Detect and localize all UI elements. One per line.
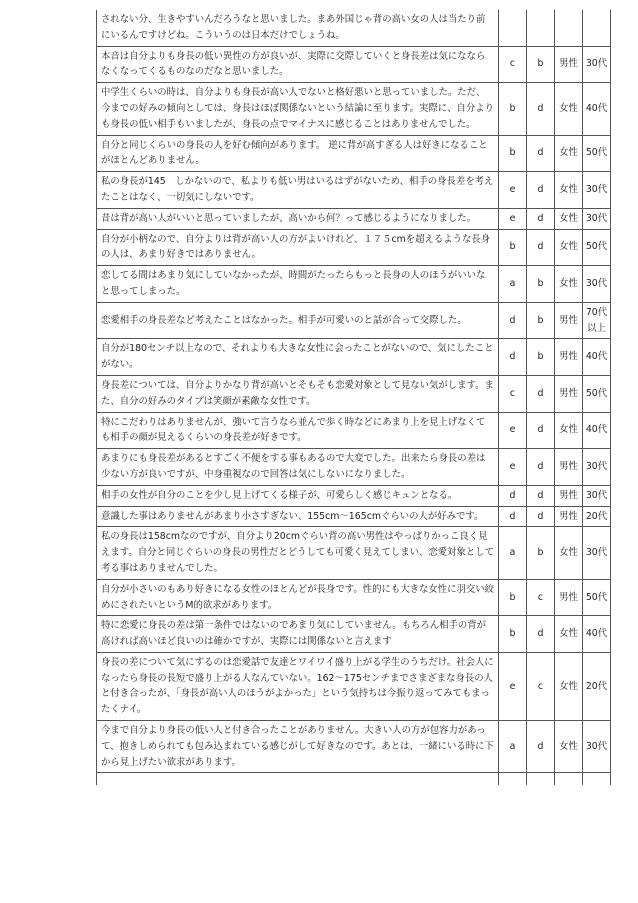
gender-cell: 女性 <box>555 616 583 653</box>
answer-a-cell: c <box>499 375 527 412</box>
answer-b-cell: d <box>527 412 555 449</box>
answer-a-cell: a <box>499 527 527 579</box>
answer-b-cell: d <box>527 135 555 172</box>
answer-b-cell: b <box>527 302 555 339</box>
comment-cell: 意識した事はありませんがあまり小さすぎない、155cm〜165cmぐらいの人が好みです。 <box>97 506 499 527</box>
gender-cell: 女性 <box>555 135 583 172</box>
comment-cell: されない分、生きやすいんだろうなと思いました。まあ外国じゃ背の高い女の人は当たり前にいるんですけどね。こういうのは日本だけでしょうね。 <box>97 10 499 46</box>
comment-cell: 本音は自分よりも身長の低い異性の方が良いが、実際に交際していくと身長差は気になならなくなってくるものなのだなと思いました。 <box>97 46 499 83</box>
answer-b-cell: c <box>527 652 555 720</box>
age-cell: 50代 <box>583 579 611 616</box>
answer-b-cell: d <box>527 616 555 653</box>
answer-a-cell: e <box>499 172 527 209</box>
comment-cell: 今まで自分より身長の低い人と付き合ったことがありません。大きい人の方が包容力があって、抱きしめられても包み込まれている感じがして好きなのです。あとは、一緒にいる時に下から見上げたい欲求があります。 <box>97 721 499 773</box>
answer-a-cell: d <box>499 506 527 527</box>
table-row <box>97 266 611 303</box>
table-row <box>97 506 611 527</box>
table-row <box>97 302 611 339</box>
gender-cell: 男性 <box>555 46 583 83</box>
comment-cell: 恋愛相手の身長差など考えたことはなかった。相手が可愛いのと話が合って交際した。 <box>97 302 499 339</box>
age-cell: 40代 <box>583 616 611 653</box>
gender-cell: 男性 <box>555 375 583 412</box>
answer-b-cell: b <box>527 339 555 376</box>
empty-cell <box>97 773 499 786</box>
answer-a-cell: d <box>499 302 527 339</box>
gender-cell: 女性 <box>555 172 583 209</box>
age-cell: 40代 <box>583 339 611 376</box>
answer-a-cell: b <box>499 616 527 653</box>
gender-cell: 女性 <box>555 721 583 773</box>
age-cell: 30代 <box>583 449 611 486</box>
answer-a-cell: e <box>499 449 527 486</box>
answer-a-cell: c <box>499 46 527 83</box>
answer-a-cell: e <box>499 652 527 720</box>
gender-cell: 男性 <box>555 302 583 339</box>
age-cell: 30代 <box>583 172 611 209</box>
answer-a-cell: b <box>499 83 527 135</box>
empty-cell <box>583 773 611 786</box>
age-cell: 30代 <box>583 208 611 229</box>
answer-b-cell: c <box>527 579 555 616</box>
empty-cell <box>555 773 583 786</box>
age-cell: 30代 <box>583 527 611 579</box>
answer-a-cell: a <box>499 721 527 773</box>
table-row <box>97 46 611 83</box>
age-cell: 20代 <box>583 652 611 720</box>
answer-a-cell: b <box>499 579 527 616</box>
table-row-empty <box>97 773 611 786</box>
comment-cell: 私の身長は158cmなのですが、自分より20cmぐらい背の高い男性はやっぱりかっこ良く見えます。自分と同じぐらいの身長の男性だとどうしても可愛く見えてしまい、恋愛対象として考る事はありませんでした。 <box>97 527 499 579</box>
answer-b-cell: d <box>527 449 555 486</box>
answer-a-cell: d <box>499 485 527 506</box>
comment-cell: 自分が小柄なので、自分よりは背が高い人の方がよいけれど、１７５cmを超えるような長身の人は、あまり好きではありません。 <box>97 229 499 266</box>
answer-b-cell: d <box>527 172 555 209</box>
gender-cell: 男性 <box>555 579 583 616</box>
age-cell: 50代 <box>583 375 611 412</box>
answer-b-cell <box>527 10 555 46</box>
comment-cell: 中学生くらいの時は、自分よりも身長が高い人でないと格好悪いと思っていました。ただ、今までの好みの傾向としては、身長はほぼ関係ないという結論に至ります。実際に、自分よりも身長の低い相手もいましたが、身長の点でマイナスに感じることはありませんでした。 <box>97 83 499 135</box>
table-row <box>97 652 611 720</box>
age-cell: 30代 <box>583 46 611 83</box>
comment-cell: 特にこだわりはありませんが、強いて言うなら並んで歩く時などにあまり上を見上げなくても相手の顔が見えるくらいの身長差が好きです。 <box>97 412 499 449</box>
answer-a-cell: e <box>499 208 527 229</box>
table-row <box>97 172 611 209</box>
answer-a-cell: b <box>499 229 527 266</box>
gender-cell: 女性 <box>555 83 583 135</box>
table-row <box>97 616 611 653</box>
empty-cell <box>499 773 527 786</box>
table-row <box>97 208 611 229</box>
comment-cell: 恋してる間はあまり気にしていなかったが、時間がたったらもっと長身の人のほうがいいなと思ってしまった。 <box>97 266 499 303</box>
comment-cell: 自分が180センチ以上なので、それよりも大きな女性に会ったことがないので、気にしたことがない。 <box>97 339 499 376</box>
answer-a-cell: e <box>499 412 527 449</box>
gender-cell: 女性 <box>555 208 583 229</box>
answer-b-cell: d <box>527 721 555 773</box>
table-row <box>97 721 611 773</box>
gender-cell: 男性 <box>555 485 583 506</box>
answer-b-cell: d <box>527 208 555 229</box>
comment-cell: 昔は背が高い人がいいと思っていましたが、高いから何？って感じるようになりました。 <box>97 208 499 229</box>
answer-b-cell: d <box>527 83 555 135</box>
empty-cell <box>527 773 555 786</box>
table-row <box>97 135 611 172</box>
age-cell: 70代以上 <box>583 302 611 339</box>
answer-b-cell: d <box>527 229 555 266</box>
answer-b-cell: b <box>527 46 555 83</box>
answer-b-cell: b <box>527 266 555 303</box>
comment-cell: 身長差については、自分よりかなり背が高いとそもそも恋愛対象として見ない気がします。また、自分の好みのタイプは笑顔が素敵な女性です。 <box>97 375 499 412</box>
table-row <box>97 375 611 412</box>
age-cell: 20代 <box>583 506 611 527</box>
answer-a-cell: a <box>499 266 527 303</box>
table-row <box>97 10 611 46</box>
answer-b-cell: d <box>527 506 555 527</box>
answer-b-cell: d <box>527 485 555 506</box>
answer-b-cell: d <box>527 375 555 412</box>
comment-cell: 自分が小さいのもあり好きになる女性のほとんどが長身です。性的にも大きな女性に羽交い絞めにされたいというM的欲求があります。 <box>97 579 499 616</box>
table-row <box>97 527 611 579</box>
table-row <box>97 449 611 486</box>
comment-cell: 身長の差について気にするのは恋愛話で友達とワイワイ盛り上がる学生のうちだけ。社会人になったら身長の長短で盛り上がる人なんていない。162〜175センチまでさまざまな身長の人と付き合ったが、「身長が高い人のほうがよかった」という気持ちは今振り返ってみてもまったくナイ。 <box>97 652 499 720</box>
answer-a-cell: d <box>499 339 527 376</box>
table-row <box>97 412 611 449</box>
gender-cell: 女性 <box>555 266 583 303</box>
comment-cell: 相手の女性が自分のことを少し見上げてくる様子が、可愛らしく感じキュンとなる。 <box>97 485 499 506</box>
gender-cell: 女性 <box>555 527 583 579</box>
survey-table <box>96 10 611 785</box>
gender-cell: 女性 <box>555 412 583 449</box>
age-cell: 40代 <box>583 83 611 135</box>
age-cell <box>583 10 611 46</box>
age-cell: 50代 <box>583 135 611 172</box>
gender-cell: 男性 <box>555 339 583 376</box>
comment-cell: 私の身長が145 しかないので、私よりも低い男はいるはずがないため、相手の身長差を考えたことはなく、一切気にしないです。 <box>97 172 499 209</box>
comment-cell: 特に恋愛に身長の差は第一条件ではないのであまり気にしていません。もちろん相手の背が高ければ高いほど良いのは確かですが、実際には関係ないと言えます <box>97 616 499 653</box>
comment-cell: あまりにも身長差があるとすごく不便をする事もあるので大変でした。出来たら身長の差は少ない方が良いですが、中身重視なので回答は気にしないになりました。 <box>97 449 499 486</box>
answer-a-cell: b <box>499 135 527 172</box>
answer-b-cell: b <box>527 527 555 579</box>
age-cell: 30代 <box>583 485 611 506</box>
table-row <box>97 485 611 506</box>
answer-a-cell <box>499 10 527 46</box>
age-cell: 30代 <box>583 266 611 303</box>
table-row <box>97 339 611 376</box>
gender-cell: 男性 <box>555 506 583 527</box>
age-cell: 30代 <box>583 721 611 773</box>
table-row <box>97 579 611 616</box>
age-cell: 40代 <box>583 412 611 449</box>
gender-cell: 男性 <box>555 449 583 486</box>
comment-cell: 自分と同じくらいの身長の人を好む傾向があります。 逆に背が高すぎる人は好きになることがほとんどありません。 <box>97 135 499 172</box>
gender-cell <box>555 10 583 46</box>
table-row <box>97 83 611 135</box>
gender-cell: 女性 <box>555 652 583 720</box>
age-cell: 50代 <box>583 229 611 266</box>
survey-table-body <box>97 10 611 785</box>
table-row <box>97 229 611 266</box>
gender-cell: 女性 <box>555 229 583 266</box>
survey-page <box>96 10 610 785</box>
